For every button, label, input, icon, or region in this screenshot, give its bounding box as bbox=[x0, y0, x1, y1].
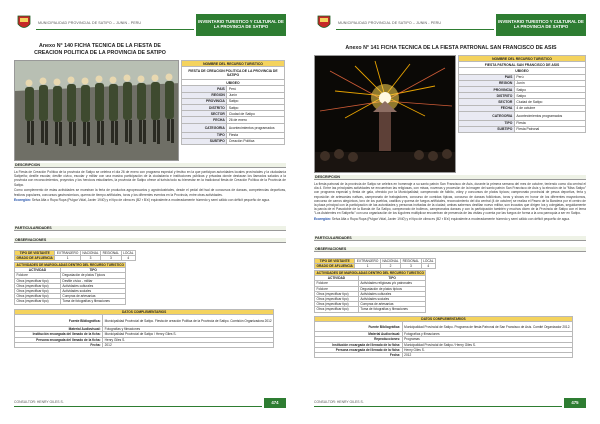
page-title: Anexo N° 140 FICHA TECNICA DE LA FIESTA DE CREACION POLITICA DE LA PROVINCIA DE SATIPO bbox=[34, 43, 166, 56]
page-number: 474 bbox=[264, 398, 286, 408]
field-row: SECTOR Ciudad de Satipo bbox=[182, 111, 285, 117]
field-row: CATEGORIA Acontecimientos programados bbox=[182, 123, 285, 132]
data-row: Fecha: 2012 bbox=[15, 342, 274, 347]
data-row: Persona encargada del llenado de la ficha: Henry Giles S. bbox=[315, 347, 573, 352]
right-page bbox=[300, 0, 600, 424]
resource-header: NOMBRE DEL RECURSO TURISTICO bbox=[459, 56, 586, 62]
field-row: SECTOR Ciudad de Satipo bbox=[459, 99, 586, 105]
fireworks-photo bbox=[314, 55, 456, 173]
municipal-crest-icon bbox=[314, 14, 334, 32]
activity-row: Otros (especificar tipo) Actividades culturales bbox=[15, 283, 126, 288]
field-row: PROVINCIA Satipo bbox=[459, 86, 586, 92]
particularidades-heading: PARTICULARIDADES bbox=[14, 226, 286, 231]
visitor-table: TIPO DE VISITANTE EXTRANJERO NACIONAL REGIONAL LOCAL GRADO DE AFLUENCIA 1 3 3 4 bbox=[16, 251, 134, 261]
data-row: Persona encargada del llenado de la ficha: Henry Giles S. bbox=[15, 337, 274, 342]
parade-photo bbox=[14, 60, 179, 161]
page-title: Anexo N° 141 FICHA TECNICA DE LA FIESTA PATRONAL SAN FRANCISCO DE ASIS bbox=[345, 45, 557, 51]
resource-fact-table bbox=[458, 55, 586, 133]
field-row: FECHA 26 de enero bbox=[182, 117, 285, 123]
resource-name: FIESTA PATRONAL SAN FRANCISCO DE ASIS bbox=[459, 62, 586, 68]
visitor-table: TIPO DE VISITANTE EXTRANJERO NACIONAL REGIONAL LOCAL GRADO DE AFLUENCIA 1 2 3 4 bbox=[316, 259, 434, 269]
activity-row: Otros (especificar tipo) Toma de fotografías y filmaciones bbox=[15, 299, 126, 304]
description-text: La fiesta patronal de la provincia de Satipo se celebra en homenaje a su santo patrón San Francisco de Asís, durante la primera semana del mes de octubre, teniendo como día central el día 4. Entre las principales actividades se encuentran las religiosas, con misas, novenas y procesión de la imagen del santo patrón San Francisco de Asís y la elección de la "Miss Satipo" con programa especial y fiesta de gala, ofrecido por la Municipalidad; campeonato de fulbito, vóley y concursos de platos típicos; campeonato provincial de pesca deportiva, feria y exposición de artesanías nativas, campeonato de trabajadores, concurso de comidas típicas, concurso de danzas folklóricas, toros y shows en honor de los diferentes mayordomos, concurso de carros alegóricos, toro de los pueblos, castillos y quema de fuegos artificiales, reconocimiento del día central (4 de octubre) se realiza el Paseo de la Bandera por el centro de la plaza principal con la participación de las autoridades y personas invitadas de la ciudad; ambas sabemos desfilan nuevo militar, son incautos que dirigen los y colegiatas, seguidamente la parcia de el Pasodoble de la Banda de Sa Satipo, campeonato de bulleros, campeonatos danzas y con la participación también y muchos dicen de la Provincia de Satipo con el lema "Los Asistentes en Satipeño" con una organización de los lúgubres multiplicar encuentran de presencia de las visitas y cuenta por las fuegos de forma a la una parroquia a ser en Satipo. Ecoregión: Selva Alta o Rupa Rupa (Pulgar Vidal, Javier 1940) y el tipo de clima es (B2 r B'a') equivalente a moderadamente húmedo y semi cálido con déficit pequeño de agua. bbox=[314, 182, 586, 222]
header-rule bbox=[336, 29, 494, 30]
data-row: Fecha: 2012 bbox=[315, 352, 573, 357]
activities-table: ACTIVIDADES DE MARGOLADAS DENTRO DEL RECURSO TURISTICO ACTIVIDAD TIPO Folclore Actividades religiosas y/o patronales Folclore Degustación de platos típicos Otros (especificar tipo) Actividades culturales Otros (especificar tipo) Actividades sociales Otros (especificar tipo) Compras de artesanías Otros (especificar tipo) Toma de fotografías y filmaciones bbox=[316, 271, 424, 312]
consultant-credit: CONSULTOR: HENRY GILES S. bbox=[314, 400, 364, 404]
field-row: SUBTIPO Fiesta Patronal bbox=[459, 126, 586, 132]
footer-rule bbox=[314, 406, 562, 407]
ubigeo-label: UBIGEO bbox=[459, 68, 586, 74]
activity-row: Otros (especificar tipo) Toma de fotografías y filmaciones bbox=[315, 307, 426, 312]
description-heading: DESCRIPCION bbox=[14, 163, 286, 168]
activity-row: Folclore Actividades religiosas y/o patronales bbox=[315, 281, 426, 286]
field-row: REGION Junín bbox=[182, 92, 285, 98]
activity-row: Otros (especificar tipo) Compras de artesanías bbox=[15, 294, 126, 299]
field-row: TIPO Fiesta bbox=[459, 120, 586, 126]
data-row: Fuente Bibliográfica: Municipalidad Provincial de Satipo. Programa de fiesta Patronal de San Francisco de Asís. Comité Organizador 2012. bbox=[315, 322, 573, 332]
activity-row: Folclore Degustación de platos Típicos bbox=[15, 273, 126, 278]
activities-table: ACTIVIDADES DE MARGOLADAS DENTRO DEL RECURSO TURISTICO ACTIVIDAD TIPO Folclore Degustación de platos Típicos Otros (especificar tipo) Desfile cívico - militar Otros (especificar tipo) Actividades culturales Otros (especificar tipo) Actividades sociales Otros (especificar tipo) Compras de artesanías Otros (especificar tipo) Toma de fotografías y filmaciones bbox=[16, 263, 124, 304]
description-text: La Fiesta de Creación Política de la provincia de Satipo se celebra el día 26 de enero con programa especial y festivo en la que participan autoridades locales provinciales y la ciudadanía Satipeña; desfile escolar, desfile cívico, escolar y militar con una masiva participación de la ciudadanía e instituciones públicas y privadas donde destacan los llamados saludos a la provincia con reconocimientos, proyectos y los heroicos estudiantes, la provincia de Satipo ofrece al turista todo su bienestar en la tradicional fiesta de Creación Política de la Provincia de Satipo. Como complemento de estas actividades se muestran la feria de productos agropecuarios y agroindustriales, desde el pedal del tsal de concursos de danzas, competencias deportivas, festivos populares, concursos gastronómicos, quema de tiempo artificiales, toros y los diferentes eventos en la Provincia, entre otras actividades. Ecoregión: Selva Alta o Rupa Rupa (Pulgar Vidal, Javier 1940) y el tipo de clima es (B2 r B'a') equivalente a moderadamente húmedo y semi cálido con déficit pequeño de agua. bbox=[14, 170, 286, 203]
activity-row: Folclore Degustación de platos típicos bbox=[315, 286, 426, 291]
page-footer bbox=[314, 398, 586, 408]
data-row: Fuente Bibliográfica: Municipalidad Provincial de Satipo. Fiesta de creación Política de la Provincia de Satipo. Comisión Organizadora 2012 bbox=[15, 315, 274, 327]
activity-row: Otros (especificar tipo) Actividades sociales bbox=[315, 296, 426, 301]
field-row: PROVINCIA Satipo bbox=[182, 98, 285, 104]
data-row: Institución encargada del llenado de la ficha: Municipalidad Provincial de Satipo / Henry Giles S. bbox=[315, 342, 573, 347]
data-row: Institución encargada del llenado de la ficha: Municipalidad Provincial de Satipo / Henry Giles S. bbox=[15, 332, 274, 337]
municipality-name: MUNICIPALIDAD PROVINCIAL DE SATIPO – JUNIN - PERU bbox=[38, 21, 142, 25]
particularidades-heading: PARTICULARIDADES bbox=[314, 236, 586, 241]
activity-row: Otros (especificar tipo) Compras de artesanías bbox=[315, 302, 426, 307]
data-row: Reproducciones: Programas bbox=[315, 337, 573, 342]
field-row: PAIS Perú bbox=[182, 86, 285, 92]
footer-rule bbox=[14, 406, 262, 407]
field-row: REGION Junín bbox=[459, 80, 586, 86]
field-row: SUBTIPO Creación Política bbox=[182, 138, 285, 144]
page-header bbox=[14, 14, 286, 36]
consultant-credit: CONSULTOR: HENRY GILES S. bbox=[14, 400, 64, 404]
field-row: DISTRITO Satipo bbox=[459, 93, 586, 99]
ubigeo-label: UBIGEO bbox=[182, 80, 285, 86]
activity-row: Otros (especificar tipo) Actividades culturales bbox=[315, 291, 426, 296]
data-row: Material Audiovisual: Fotografías y filmaciones bbox=[315, 332, 573, 337]
field-row: CATEGORIA Acontecimientos programados bbox=[459, 111, 586, 120]
page-header bbox=[314, 14, 586, 36]
resource-header: NOMBRE DEL RECURSO TURISTICO bbox=[182, 61, 285, 67]
page-number: 475 bbox=[564, 398, 586, 408]
municipality-name: MUNICIPALIDAD PROVINCIAL DE SATIPO – JUNIN - PERU bbox=[338, 21, 442, 25]
header-title-box: INVENTARIO TURISTICO Y CULTURAL DE LA PROVINCIA DE SATIPO bbox=[496, 14, 586, 36]
observaciones-heading: OBSERVACIONES bbox=[314, 247, 586, 252]
page-footer bbox=[14, 398, 286, 408]
field-row: FECHA 4 de octubre bbox=[459, 105, 586, 111]
resource-fact-table bbox=[181, 60, 285, 145]
header-title-box: INVENTARIO TURISTICO Y CULTURAL DE LA PROVINCIA DE SATIPO bbox=[196, 14, 286, 36]
field-row: PAIS Perú bbox=[459, 74, 586, 80]
header-rule bbox=[36, 29, 194, 30]
description-heading: DESCRIPCION bbox=[314, 175, 586, 180]
activity-row: Otros (especificar tipo) Actividades sociales bbox=[15, 288, 126, 293]
field-row: DISTRITO Satipo bbox=[182, 104, 285, 110]
complementary-data-table: DATOS COMPLEMENTARIOS Fuente Bibliográfica: Municipalidad Provincial de Satipo. Fiesta de creación Política de la Provincia de Satipo. Comisión Organizadora 2012 Material Audiovisual: Fotografías y filmaciones Institución encargada del llenado de la ficha: Municipalidad Provincial de Satipo / Henry Giles S. Persona encargada del llenado de la ficha: Henry Giles S. Fecha: 2012 bbox=[14, 309, 274, 348]
data-row: Material Audiovisual: Fotografías y filmaciones bbox=[15, 327, 274, 332]
complementary-data-table: DATOS COMPLEMENTARIOS Fuente Bibliográfica: Municipalidad Provincial de Satipo. Programa de fiesta Patronal de San Francisco de Asís. Comité Organizador 2012. Material Audiovisual: Fotografías y filmaciones Reproducciones: Programas Institución encargada del llenado de la ficha: Municipalidad Provincial de Satipo / Henry Giles S. Persona encargada del llenado de la ficha: Henry Giles S. Fecha: 2012 bbox=[314, 316, 573, 358]
resource-name: FIESTA DE CREACION POLITICA DE LA PROVINCIA DE SATIPO bbox=[182, 67, 285, 80]
activity-row: Otros (especificar tipo) Desfile cívico - militar bbox=[15, 278, 126, 283]
observaciones-heading: OBSERVACIONES bbox=[14, 238, 286, 243]
field-row: TIPO Fiesta bbox=[182, 132, 285, 138]
municipal-crest-icon bbox=[14, 14, 34, 32]
